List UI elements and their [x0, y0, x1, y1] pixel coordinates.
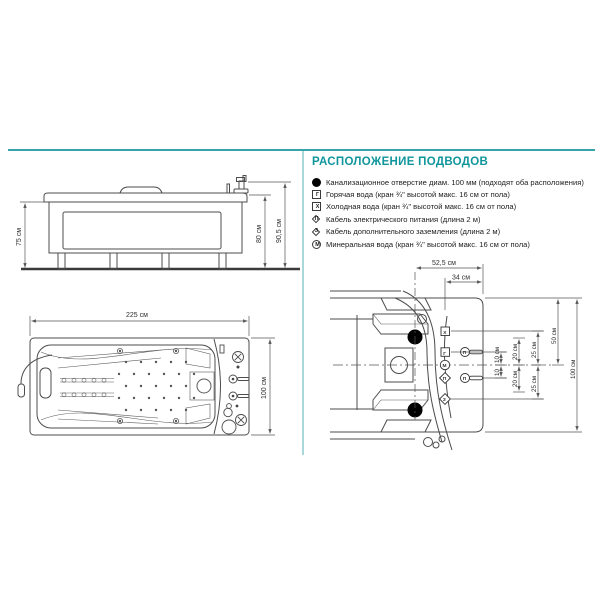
tub-corner-outline — [330, 291, 452, 450]
dim-25cm-top: 25 см — [531, 342, 538, 358]
marker-mineral-water: М — [442, 364, 447, 370]
dim-20cm-bottom: 20 см — [512, 371, 519, 387]
dim-100cm-install: 100 см — [570, 359, 577, 379]
bathtub-top-view-drawing — [8, 300, 303, 455]
dim-225cm: 225 см — [126, 312, 148, 319]
marker-hot-water: Г — [443, 352, 447, 357]
legend-item-hot-water — [312, 188, 598, 200]
mineral-water-icon: М — [312, 240, 321, 249]
legend-item-ground-cable — [312, 226, 598, 238]
plug-symbol-top: П — [462, 351, 467, 357]
ground-cable-icon: З — [312, 227, 321, 236]
dim-52-5cm: 52,5 см — [432, 260, 456, 267]
plug-symbol-bottom: П — [462, 377, 467, 383]
hot-water-icon: Г — [312, 190, 321, 199]
legend-title: РАСПОЛОЖЕНИЕ ПОДВОДОВ — [312, 156, 489, 168]
dim-50cm: 50 см — [551, 328, 558, 344]
bathtub-side-view-drawing — [8, 162, 303, 302]
dim-25cm-bottom: 25 см — [531, 376, 538, 392]
cold-water-icon: Х — [312, 202, 321, 211]
connections-legend — [312, 156, 598, 250]
dim-20cm-top: 20 см — [512, 344, 519, 360]
legend-item-label: Минеральная вода (кран ¾" высотой макс. 16 см от пола) — [326, 239, 530, 249]
marker-ground-cable: З — [442, 398, 446, 404]
dim-10cm-bottom: 10 — [494, 369, 501, 376]
legend-item-label: Канализационное отверстие диам. 100 мм (подходят оба расположения) — [326, 177, 584, 187]
handle-icon — [120, 187, 162, 193]
legend-item-cold-water — [312, 201, 598, 213]
connections-layout-drawing — [325, 252, 600, 457]
legend-item-label: Холодная вода (кран ¾" высотой макс. 16 см от пола) — [326, 202, 517, 212]
legend-item-drain — [312, 176, 598, 188]
dim-34cm: 34 см — [452, 274, 471, 282]
marker-cold-water: Х — [443, 331, 447, 337]
dim-90-5cm: 90,5 см — [276, 219, 283, 243]
legend-item-label: Горячая вода (кран ¾" высотой макс. 16 см от пола) — [326, 190, 510, 200]
dim-80cm: 80 см — [256, 224, 263, 243]
legend-item-label: Кабель электрического питания (длина 2 м) — [326, 214, 481, 224]
dim-10cm-top: 10 см — [494, 347, 501, 363]
install-dimensions — [417, 260, 583, 432]
power-cable-icon: П — [312, 215, 321, 224]
marker-power-cable: П — [442, 377, 447, 383]
drain-circle-icon — [312, 178, 321, 187]
tub-body — [44, 187, 247, 269]
legend-item-mineral-water — [312, 238, 598, 250]
legend-item-label: Кабель дополнительного заземления (длина 2 м) — [326, 227, 501, 237]
faucet-icon — [227, 176, 248, 194]
legend-item-power-cable — [312, 213, 598, 225]
dim-100cm-topview: 100 см — [261, 377, 268, 399]
dim-75cm: 75 см — [16, 227, 23, 246]
